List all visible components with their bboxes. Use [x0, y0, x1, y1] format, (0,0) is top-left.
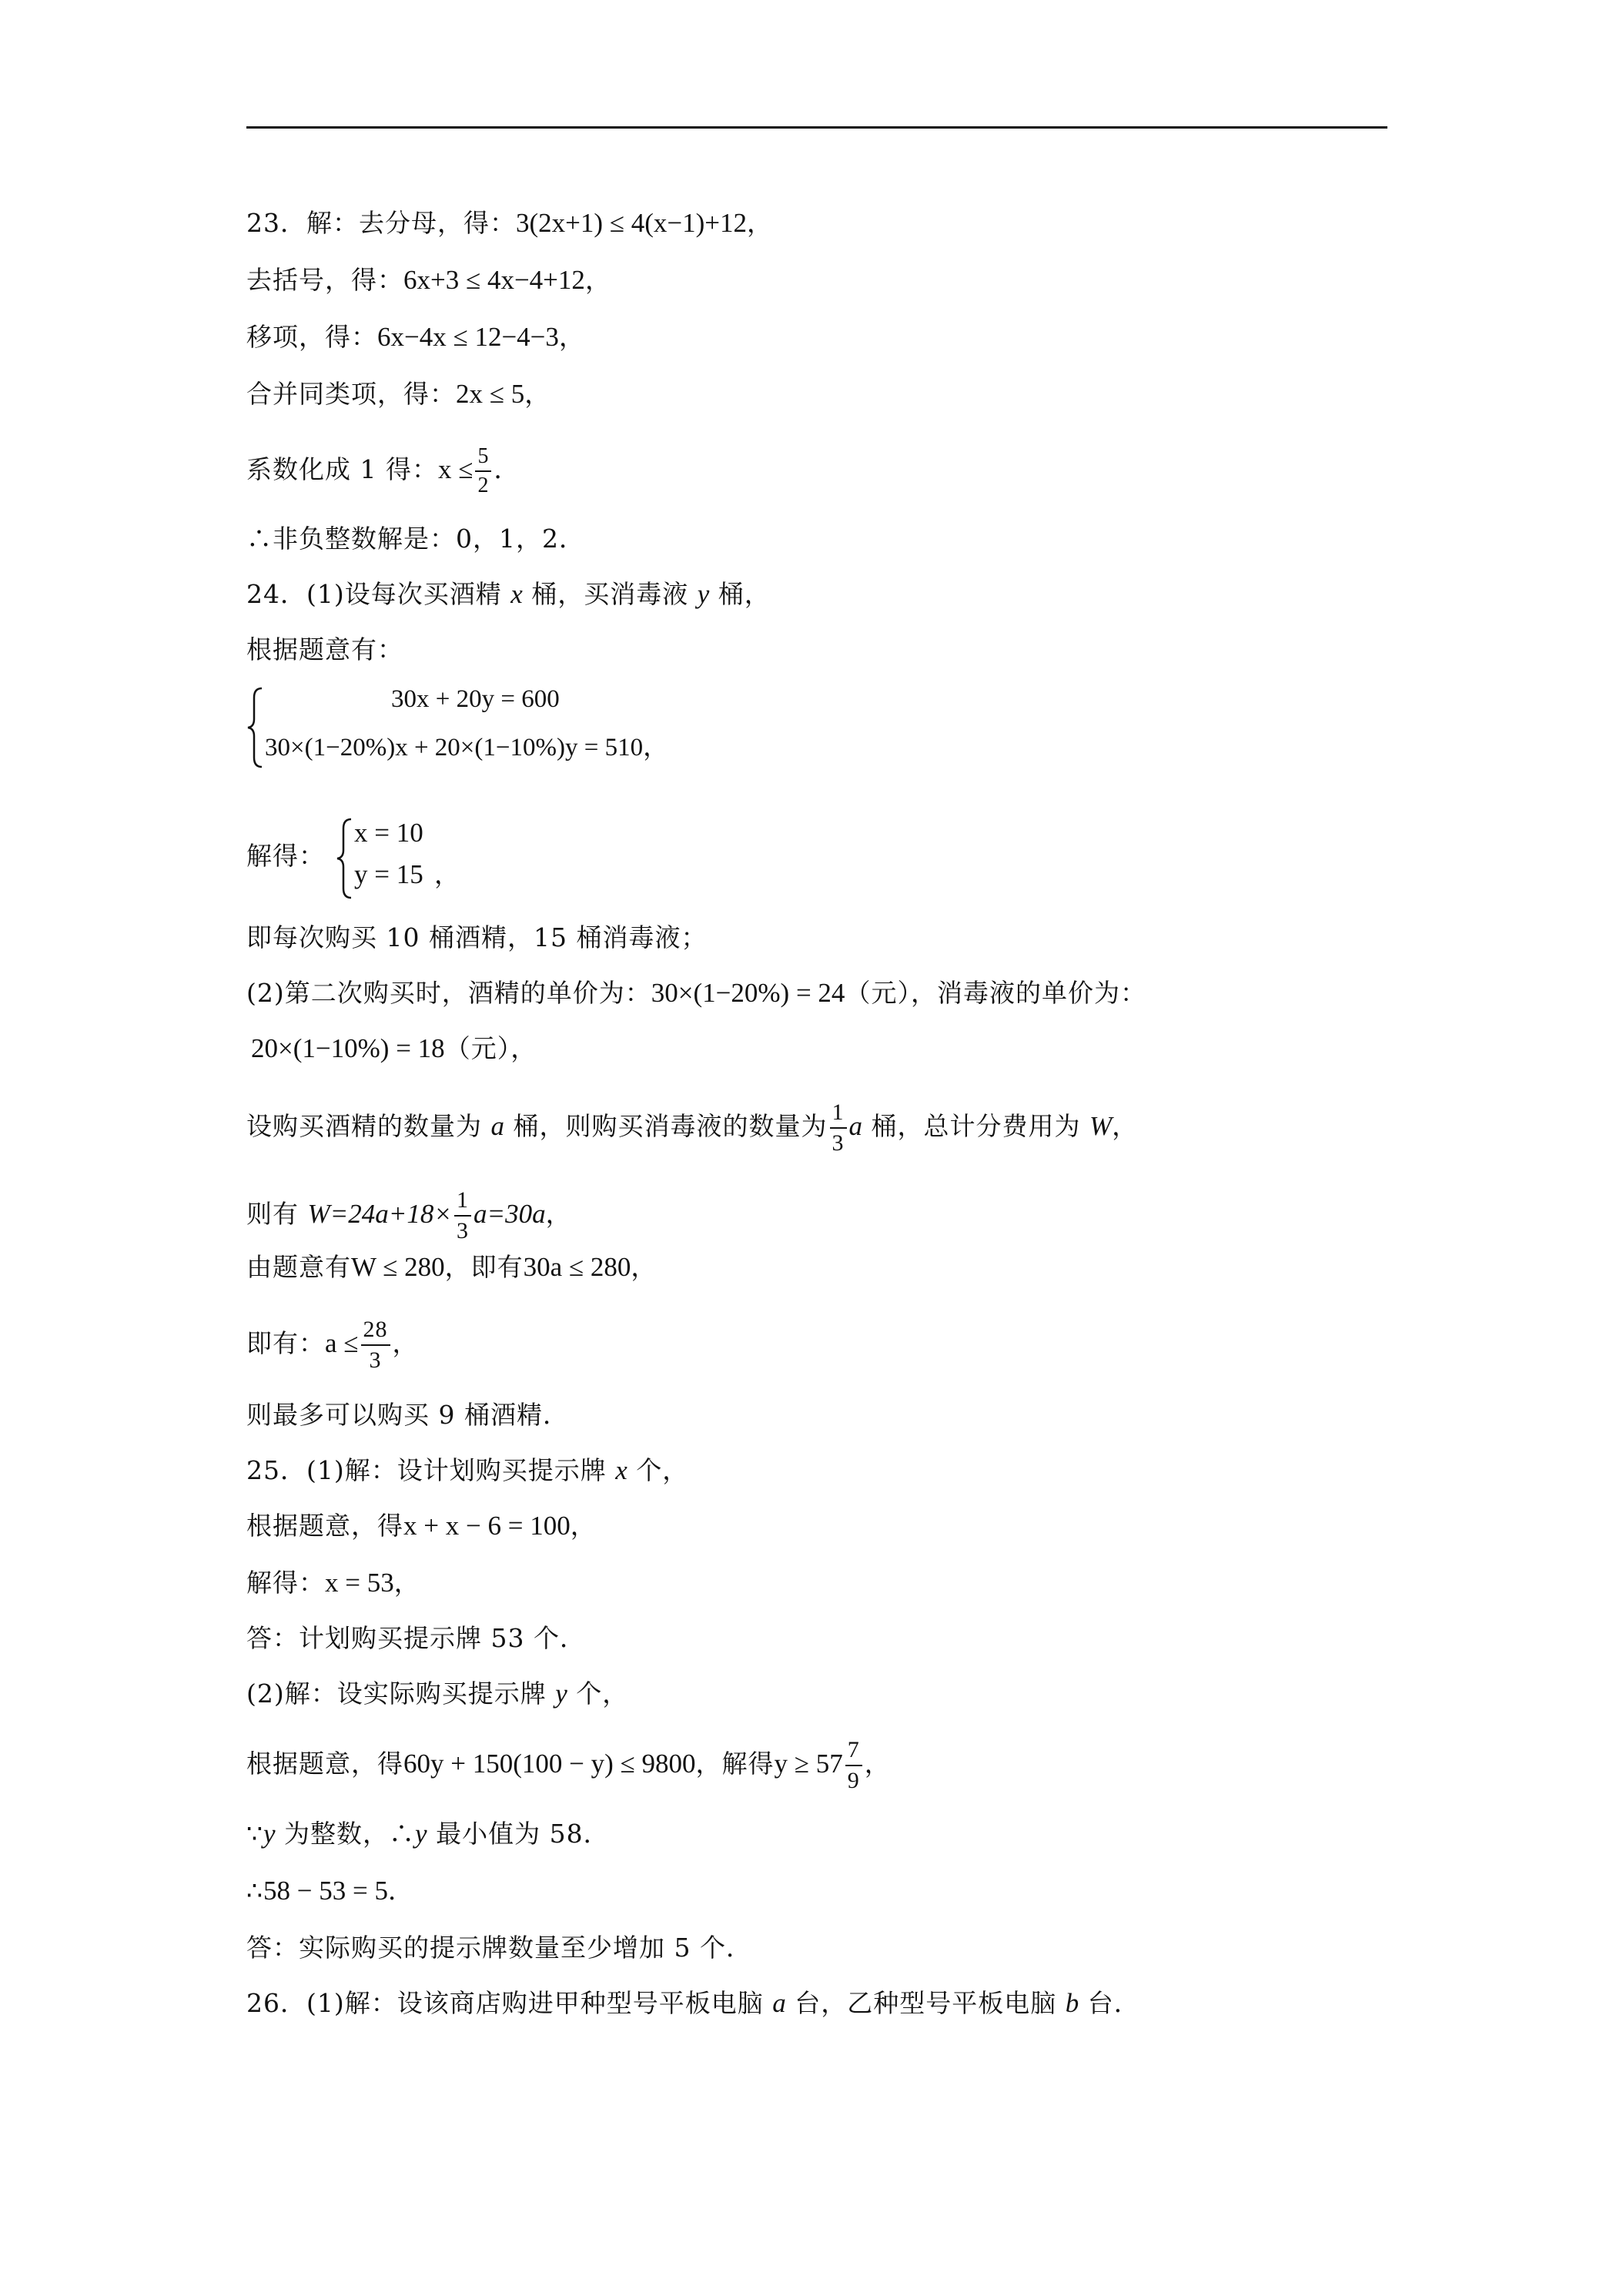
fraction-denominator: 3 — [369, 1347, 382, 1373]
text: 23．解：去分母，得： — [246, 208, 516, 238]
fraction-numerator: 1 — [454, 1189, 471, 1217]
equation-row: x = 10 — [354, 818, 423, 848]
q23-answer — [246, 522, 585, 556]
text: 由题意有 — [246, 1252, 351, 1282]
variable: W — [1089, 1111, 1113, 1141]
text: （元）， — [444, 1033, 537, 1063]
text: 个， — [627, 1455, 689, 1485]
q25-part2-setup — [246, 1677, 628, 1711]
text: 解得： — [246, 841, 325, 871]
equation-row: 30x + 20y = 600 — [391, 685, 560, 713]
math-expr: a=30a — [474, 1199, 546, 1229]
q24-part2-prices — [246, 976, 1146, 1010]
text: ， — [643, 734, 669, 761]
text: 桶，总计分费用为 — [862, 1111, 1089, 1141]
text: ． — [494, 454, 520, 484]
text: 即有： — [246, 1328, 325, 1358]
math-expr: y ≥ 57 — [774, 1749, 843, 1779]
text: ， — [631, 1252, 658, 1282]
text: 根据题意有： — [246, 634, 403, 664]
q24-part1-conclusion — [246, 921, 707, 955]
text: 设购买酒精的数量为 — [246, 1111, 491, 1141]
q24-part2-setup — [246, 1092, 1138, 1161]
fraction-numerator: 28 — [361, 1318, 390, 1346]
text: ， — [434, 859, 460, 889]
text: ． — [387, 1876, 414, 1906]
q26-part1-setup — [246, 1986, 1140, 2020]
fraction-numerator: 1 — [830, 1101, 847, 1129]
text: 桶，则购买消毒液的数量为 — [504, 1111, 828, 1141]
text: 25．(1)解：设计划购买提示牌 — [246, 1455, 616, 1485]
variable: y — [697, 579, 710, 609]
math-expr: 30×(1−20%) = 24 — [651, 978, 845, 1008]
fraction — [454, 1189, 471, 1243]
text: (2)第二次购买时，酒精的单价为： — [246, 978, 651, 1008]
variable: y — [415, 1819, 427, 1849]
q25-part2-integer — [246, 1817, 610, 1851]
math-expr: 2x ≤ 5 — [456, 379, 525, 409]
text: 最小值为 58． — [427, 1819, 610, 1849]
text: ， — [558, 322, 585, 352]
text: (2)解：设实际购买提示牌 — [246, 1678, 556, 1709]
q24-part2-price2 — [251, 1032, 537, 1066]
fraction-denominator: 3 — [457, 1218, 470, 1243]
fraction-numerator: 5 — [475, 446, 491, 472]
variable: x — [615, 1455, 627, 1485]
variable: y — [555, 1678, 567, 1709]
text: 桶，买消毒液 — [522, 579, 698, 609]
fraction-denominator: 3 — [832, 1130, 845, 1156]
text: ， — [545, 1199, 572, 1229]
text: ， — [584, 265, 611, 295]
q25-part1-answer — [246, 1622, 586, 1655]
equation-row — [265, 727, 668, 763]
text: 26．(1)解：设该商店购进甲种型号平板电脑 — [246, 1988, 773, 2018]
text: 答：计划购买提示牌 53 个． — [246, 1623, 586, 1653]
text: ， — [393, 1568, 420, 1598]
math-expr: 20×(1−10%) = 18 — [251, 1033, 445, 1063]
text: 根据题意，得 — [246, 1749, 403, 1779]
variable: y — [263, 1819, 276, 1849]
q23-line-combine — [246, 377, 550, 411]
text: 去括号，得： — [246, 265, 403, 295]
text: 桶， — [709, 579, 771, 609]
fraction — [475, 446, 491, 497]
text: 24．(1)设每次买酒精 — [246, 579, 511, 609]
q24-part2-bound — [246, 1309, 419, 1378]
q25-part1-setup — [246, 1454, 688, 1488]
math-expr: x ≤ — [437, 454, 474, 484]
brace-icon — [246, 685, 265, 770]
text: 则有 — [246, 1199, 308, 1229]
q25-part1-solution — [246, 1566, 420, 1600]
q24-part2-constraint — [246, 1250, 657, 1284]
text: 解得： — [246, 1568, 325, 1598]
text: ， — [524, 379, 551, 409]
math-expr: 3(2x+1) ≤ 4(x−1)+12 — [516, 208, 748, 238]
fraction — [845, 1739, 862, 1792]
equation-system-1 — [246, 685, 1016, 770]
math-expr: 6x−4x ≤ 12−4−3 — [377, 322, 559, 352]
text: 台． — [1079, 1988, 1140, 2018]
math-expr: x = 53 — [325, 1568, 394, 1598]
q25-part2-inequality — [246, 1729, 891, 1799]
text: ∴ — [246, 1876, 263, 1906]
math-expr: x + x − 6 = 100 — [403, 1511, 571, 1541]
text: 根据题意，得 — [246, 1511, 403, 1541]
text: 移项，得： — [246, 322, 377, 352]
fraction-denominator: 9 — [847, 1768, 860, 1793]
variable: b — [1065, 1988, 1079, 2018]
math-expr: 6x+3 ≤ 4x−4+12 — [403, 265, 585, 295]
variable: a — [772, 1988, 786, 2018]
math-expr: W ≤ 280 — [351, 1252, 445, 1282]
equation-row: y = 15 — [354, 859, 423, 889]
text: 即每次购买 10 桶酒精，15 桶消毒液； — [246, 922, 708, 952]
q24-part2-cost — [246, 1180, 572, 1249]
text: ，即有 — [444, 1252, 524, 1282]
brace-icon — [336, 816, 354, 901]
text: ， — [392, 1328, 419, 1358]
q25-part1-equation — [246, 1509, 597, 1543]
text: ， — [864, 1749, 891, 1779]
text: 则最多可以购买 9 桶酒精． — [246, 1400, 569, 1430]
fraction-denominator: 2 — [477, 474, 490, 497]
fraction — [830, 1101, 847, 1155]
text: ∵ — [246, 1819, 263, 1849]
text: 答：实际购买的提示牌数量至少增加 5 个． — [246, 1933, 752, 1963]
q25-part2-answer — [246, 1931, 752, 1965]
q23-line-move — [246, 320, 585, 354]
text: 个， — [567, 1678, 629, 1709]
variable: x — [510, 579, 523, 609]
text: 台，乙种型号平板电脑 — [785, 1988, 1066, 2018]
text: ∴非负整数解是：0，1，2． — [246, 524, 585, 554]
math-expr: 58 − 53 = 5 — [263, 1876, 388, 1906]
text: ， — [747, 208, 774, 238]
header-rule — [246, 126, 1387, 129]
text: 系数化成 1 得： — [246, 454, 438, 484]
text: ， — [1112, 1111, 1139, 1141]
q24-line-accordingly — [246, 633, 403, 667]
math-expr: a ≤ — [325, 1328, 359, 1358]
math-expr: W=24a+18× — [307, 1199, 453, 1229]
variable: a — [848, 1111, 862, 1141]
text: ，解得 — [695, 1749, 775, 1779]
math-expr: 30×(1−20%)x + 20×(1−10%)y = 510 — [265, 734, 644, 761]
math-expr: 60y + 150(100 − y) ≤ 9800 — [403, 1749, 696, 1779]
q25-part2-difference — [246, 1874, 414, 1908]
q23-line-denominator — [246, 206, 773, 240]
math-expr: 30a ≤ 280 — [523, 1252, 631, 1282]
text: 合并同类项，得： — [246, 379, 456, 409]
q23-line-coefficient — [246, 439, 520, 500]
fraction — [361, 1318, 390, 1372]
variable: a — [490, 1111, 504, 1141]
q23-line-brackets — [246, 263, 611, 297]
q24-part2-conclusion — [246, 1398, 569, 1432]
text: ， — [570, 1511, 597, 1541]
text: （元），消毒液的单价为： — [845, 978, 1146, 1008]
q24-part1-setup — [246, 577, 771, 611]
text: 为整数，∴ — [275, 1819, 416, 1849]
fraction-numerator: 7 — [845, 1739, 862, 1766]
